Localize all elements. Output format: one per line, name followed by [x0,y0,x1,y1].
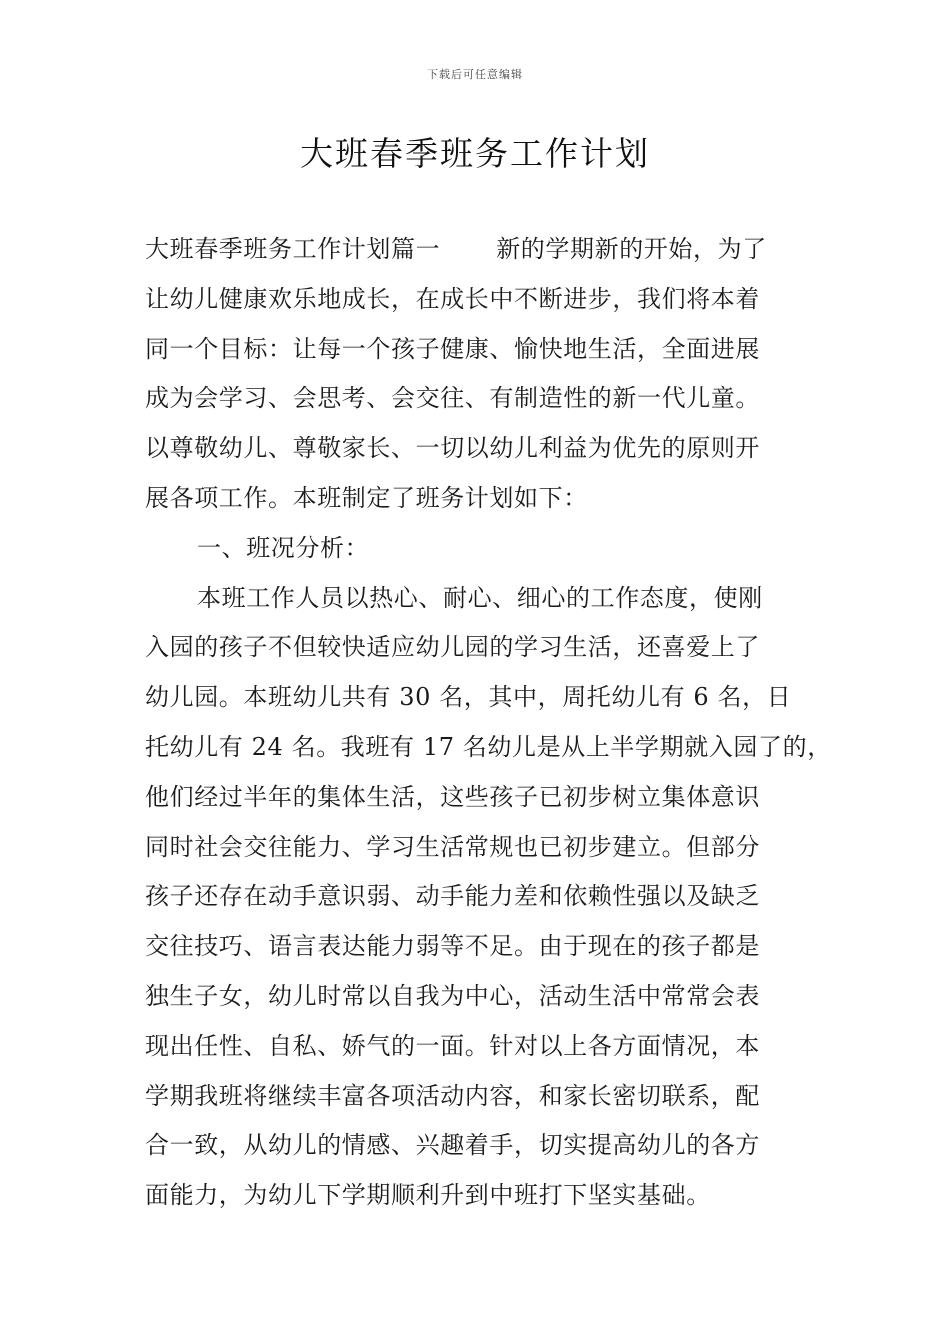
intro-label: 大班春季班务工作计划篇一 [145,235,441,263]
intro-line: 同一个目标：让每一个孩子健康、愉快地生活，全面进展 [145,334,760,363]
paragraph-line: 现出任性、自私、娇气的一面。针对以上各方面情况，本 [145,1031,760,1060]
paragraph-line: 本班工作人员以热心、耐心、细心的工作态度，使刚 [197,583,763,612]
paragraph-line: 托幼儿有 24 名。我班有 17 名幼儿是从上半学期就入园了的， [145,732,832,761]
paragraph-line: 独生子女，幼儿时常以自我为中心，活动生活中常常会表 [145,981,760,1010]
paragraph-line: 幼儿园。本班幼儿共有 30 名，其中，周托幼儿有 6 名，日 [145,683,792,712]
paragraph-line: 孩子还存在动手意识弱、动手能力差和依赖性强以及缺乏 [145,882,760,911]
paragraph-line: 交往技巧、语言表达能力弱等不足。由于现在的孩子都是 [145,932,760,961]
paragraph-line: 入园的孩子不但较快适应幼儿园的学习生活，还喜爱上了 [145,633,760,662]
intro-line: 成为会学习、会思考、会交往、有制造性的新一代儿童。 [145,384,760,413]
intro-first-text: 新的学期新的开始，为了 [496,235,767,263]
page-header-note: 下载后可任意编辑 [427,68,523,81]
intro-first-line [145,225,813,275]
intro-line: 让幼儿健康欢乐地成长，在成长中不断进步，我们将本着 [145,284,760,313]
intro-line: 展各项工作。本班制定了班务计划如下： [145,483,588,512]
paragraph-line: 他们经过半年的集体生活，这些孩子已初步树立集体意识 [145,782,760,811]
paragraph-line: 合一致，从幼儿的情感、兴趣着手，切实提高幼儿的各方 [145,1131,760,1160]
document-title: 大班春季班务工作计划 [300,134,650,173]
intro-line: 以尊敬幼儿、尊敬家长、一切以幼儿利益为优先的原则开 [145,434,760,463]
paragraph-line: 学期我班将继续丰富各项活动内容，和家长密切联系，配 [145,1081,760,1110]
paragraph-line: 同时社会交往能力、学习生活常规也已初步建立。但部分 [145,832,760,861]
paragraph-line: 面能力，为幼儿下学期顺利升到中班打下坚实基础。 [145,1181,711,1210]
document-body [145,225,832,1221]
section-heading: 一、班况分析： [197,533,370,562]
